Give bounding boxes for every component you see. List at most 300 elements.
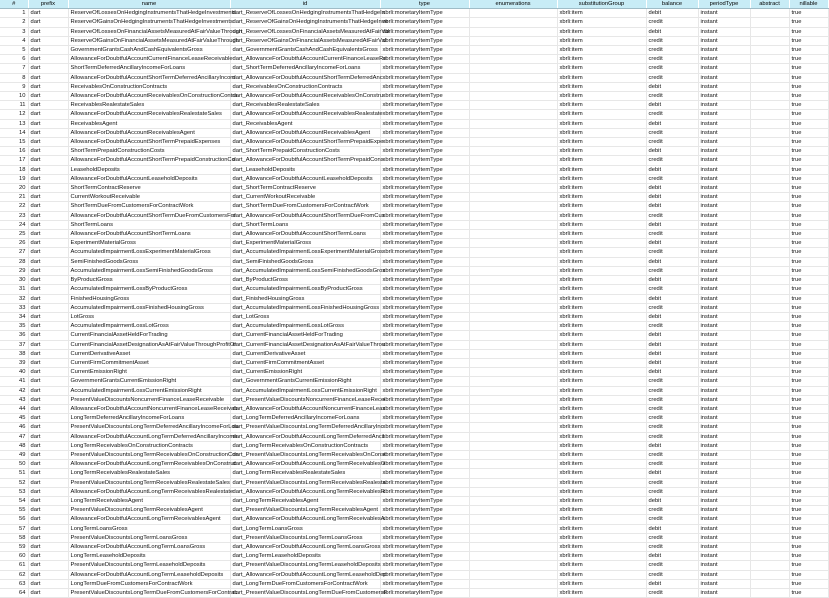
cell-type: xbrli:monetaryItemType	[380, 239, 469, 248]
cell-abstract	[750, 184, 789, 193]
cell-id: dart_PresentValueDiscountsLongTermReceivablesAgent	[230, 506, 380, 515]
table-row[interactable]	[0, 404, 828, 413]
table-body	[0, 9, 828, 598]
cell-period-type: instant	[698, 64, 750, 73]
cell-enumerations	[469, 248, 557, 257]
table-row[interactable]	[0, 340, 828, 349]
table-row[interactable]	[0, 542, 828, 551]
cell-nillable: true	[789, 524, 828, 533]
cell-balance: debit	[646, 239, 698, 248]
cell-row-number: 41	[0, 377, 28, 386]
cell-period-type: instant	[698, 9, 750, 18]
cell-name: AccumulatedImpairmentLossExperimentMaterialGross	[68, 248, 230, 257]
cell-nillable: true	[789, 322, 828, 331]
cell-period-type: instant	[698, 248, 750, 257]
cell-row-number: 26	[0, 239, 28, 248]
cell-substitution-group: xbrli:item	[557, 331, 646, 340]
cell-type: xbrli:monetaryItemType	[380, 294, 469, 303]
cell-balance: credit	[646, 211, 698, 220]
cell-nillable: true	[789, 174, 828, 183]
cell-prefix: dart	[28, 230, 68, 239]
cell-balance: debit	[646, 552, 698, 561]
column-header-name[interactable]: name	[68, 0, 230, 9]
cell-name: LongTermDeferredAncillaryIncomeForLoans	[68, 414, 230, 423]
column-header-balance[interactable]: balance	[646, 0, 698, 9]
cell-substitution-group: xbrli:item	[557, 18, 646, 27]
cell-period-type: instant	[698, 184, 750, 193]
table-row[interactable]	[0, 533, 828, 542]
cell-period-type: instant	[698, 552, 750, 561]
cell-abstract	[750, 276, 789, 285]
cell-enumerations	[469, 441, 557, 450]
cell-name: AllowanceForDoubtfulAccountLongTermReceivablesAgent	[68, 515, 230, 524]
cell-type: xbrli:monetaryItemType	[380, 128, 469, 137]
table-row[interactable]	[0, 441, 828, 450]
table-row[interactable]	[0, 303, 828, 312]
cell-row-number: 11	[0, 101, 28, 110]
cell-prefix: dart	[28, 377, 68, 386]
cell-id: dart_CurrentEmissionRight	[230, 368, 380, 377]
cell-id: dart_PresentValueDiscountsLongTermReceivablesOnConst	[230, 450, 380, 459]
cell-type: xbrli:monetaryItemType	[380, 533, 469, 542]
cell-row-number: 1	[0, 9, 28, 18]
cell-balance: credit	[646, 404, 698, 413]
cell-row-number: 61	[0, 561, 28, 570]
cell-type: xbrli:monetaryItemType	[380, 9, 469, 18]
cell-name: CurrentWorkoutReceivable	[68, 193, 230, 202]
table-row[interactable]	[0, 368, 828, 377]
cell-prefix: dart	[28, 92, 68, 101]
table-row[interactable]	[0, 395, 828, 404]
cell-substitution-group: xbrli:item	[557, 101, 646, 110]
cell-abstract	[750, 64, 789, 73]
cell-enumerations	[469, 110, 557, 119]
cell-name: LongTermReceivablesAgent	[68, 496, 230, 505]
cell-type: xbrli:monetaryItemType	[380, 506, 469, 515]
cell-nillable: true	[789, 73, 828, 82]
cell-abstract	[750, 36, 789, 45]
cell-row-number: 19	[0, 174, 28, 183]
cell-id: dart_AllowanceForDoubtfulAccountNoncurrentFinanceLeas	[230, 404, 380, 413]
cell-name: PresentValueDiscountsNoncurrentFinanceLeaseReceivable	[68, 395, 230, 404]
cell-nillable: true	[789, 128, 828, 137]
table-row[interactable]	[0, 257, 828, 266]
cell-substitution-group: xbrli:item	[557, 248, 646, 257]
cell-nillable: true	[789, 487, 828, 496]
cell-prefix: dart	[28, 542, 68, 551]
cell-enumerations	[469, 331, 557, 340]
table-row[interactable]	[0, 552, 828, 561]
cell-balance: credit	[646, 506, 698, 515]
column-header-prefix[interactable]: prefix	[28, 0, 68, 9]
cell-balance: credit	[646, 303, 698, 312]
table-row[interactable]	[0, 561, 828, 570]
table-row[interactable]	[0, 174, 828, 183]
cell-abstract	[750, 92, 789, 101]
cell-balance: debit	[646, 165, 698, 174]
table-row[interactable]	[0, 128, 828, 137]
table-row[interactable]	[0, 285, 828, 294]
table-row[interactable]	[0, 64, 828, 73]
table-row[interactable]	[0, 266, 828, 275]
cell-row-number: 48	[0, 441, 28, 450]
table-row[interactable]	[0, 82, 828, 91]
cell-prefix: dart	[28, 533, 68, 542]
cell-id: dart_PresentValueDiscountsLongTermReceivablesRealesta	[230, 478, 380, 487]
cell-id: dart_ShortTermPrepaidConstructionCosts	[230, 147, 380, 156]
cell-type: xbrli:monetaryItemType	[380, 64, 469, 73]
cell-nillable: true	[789, 211, 828, 220]
table-row[interactable]	[0, 358, 828, 367]
table-row[interactable]	[0, 589, 828, 598]
cell-type: xbrli:monetaryItemType	[380, 404, 469, 413]
cell-name: ReceivablesRealestateSales	[68, 101, 230, 110]
table-row[interactable]	[0, 524, 828, 533]
cell-period-type: instant	[698, 266, 750, 275]
cell-type: xbrli:monetaryItemType	[380, 349, 469, 358]
cell-substitution-group: xbrli:item	[557, 266, 646, 275]
cell-enumerations	[469, 377, 557, 386]
cell-balance: credit	[646, 423, 698, 432]
cell-enumerations	[469, 432, 557, 441]
table-row[interactable]	[0, 46, 828, 55]
cell-substitution-group: xbrli:item	[557, 322, 646, 331]
table-row[interactable]	[0, 27, 828, 36]
cell-substitution-group: xbrli:item	[557, 340, 646, 349]
cell-period-type: instant	[698, 193, 750, 202]
table-row[interactable]	[0, 294, 828, 303]
cell-substitution-group: xbrli:item	[557, 533, 646, 542]
cell-period-type: instant	[698, 239, 750, 248]
cell-id: dart_LongTermReceivablesAgent	[230, 496, 380, 505]
table-row[interactable]	[0, 487, 828, 496]
cell-substitution-group: xbrli:item	[557, 73, 646, 82]
cell-type: xbrli:monetaryItemType	[380, 193, 469, 202]
cell-enumerations	[469, 138, 557, 147]
cell-enumerations	[469, 257, 557, 266]
cell-id: dart_ShortTermLoans	[230, 220, 380, 229]
table-row[interactable]	[0, 147, 828, 156]
cell-nillable: true	[789, 92, 828, 101]
cell-abstract	[750, 561, 789, 570]
cell-nillable: true	[789, 377, 828, 386]
cell-nillable: true	[789, 331, 828, 340]
cell-balance: credit	[646, 395, 698, 404]
cell-name: AllowanceForDoubtfulAccountCurrentFinanceLeaseReceivable	[68, 55, 230, 64]
cell-row-number: 28	[0, 257, 28, 266]
cell-id: dart_CurrentFirmCommitmentAsset	[230, 358, 380, 367]
cell-balance: debit	[646, 82, 698, 91]
table-row[interactable]	[0, 211, 828, 220]
cell-balance: debit	[646, 193, 698, 202]
table-row[interactable]	[0, 570, 828, 579]
cell-prefix: dart	[28, 285, 68, 294]
cell-substitution-group: xbrli:item	[557, 358, 646, 367]
column-header-substitution-group[interactable]: substitutionGroup	[557, 0, 646, 9]
cell-id: dart_ShortTermDueFromCustomersForContractWork	[230, 202, 380, 211]
cell-row-number: 9	[0, 82, 28, 91]
cell-substitution-group: xbrli:item	[557, 128, 646, 137]
cell-row-number: 44	[0, 404, 28, 413]
cell-nillable: true	[789, 64, 828, 73]
cell-substitution-group: xbrli:item	[557, 303, 646, 312]
cell-nillable: true	[789, 312, 828, 321]
cell-name: AllowanceForDoubtfulAccountShortTermLoans	[68, 230, 230, 239]
cell-name: GovernmentGrantsCashAndCashEquivalentsGross	[68, 46, 230, 55]
cell-balance: debit	[646, 469, 698, 478]
cell-type: xbrli:monetaryItemType	[380, 156, 469, 165]
cell-prefix: dart	[28, 101, 68, 110]
table-row[interactable]	[0, 92, 828, 101]
table-row[interactable]	[0, 110, 828, 119]
cell-enumerations	[469, 487, 557, 496]
column-header-enumerations[interactable]: enumerations	[469, 0, 557, 9]
cell-abstract	[750, 322, 789, 331]
cell-name: ReceivablesAgent	[68, 119, 230, 128]
cell-nillable: true	[789, 147, 828, 156]
cell-nillable: true	[789, 36, 828, 45]
cell-balance: debit	[646, 184, 698, 193]
cell-balance: debit	[646, 368, 698, 377]
cell-period-type: instant	[698, 506, 750, 515]
cell-period-type: instant	[698, 404, 750, 413]
cell-enumerations	[469, 303, 557, 312]
cell-nillable: true	[789, 542, 828, 551]
table-row[interactable]	[0, 193, 828, 202]
cell-balance: credit	[646, 450, 698, 459]
cell-prefix: dart	[28, 18, 68, 27]
table-row[interactable]	[0, 18, 828, 27]
cell-row-number: 57	[0, 524, 28, 533]
table-row[interactable]	[0, 230, 828, 239]
cell-type: xbrli:monetaryItemType	[380, 147, 469, 156]
table-row[interactable]	[0, 248, 828, 257]
cell-type: xbrli:monetaryItemType	[380, 312, 469, 321]
column-header-type[interactable]: type	[380, 0, 469, 9]
cell-abstract	[750, 110, 789, 119]
table-row[interactable]	[0, 414, 828, 423]
cell-nillable: true	[789, 552, 828, 561]
table-row[interactable]	[0, 165, 828, 174]
table-row[interactable]	[0, 377, 828, 386]
cell-nillable: true	[789, 110, 828, 119]
cell-type: xbrli:monetaryItemType	[380, 496, 469, 505]
table-row[interactable]	[0, 478, 828, 487]
cell-abstract	[750, 570, 789, 579]
cell-enumerations	[469, 193, 557, 202]
cell-abstract	[750, 46, 789, 55]
cell-period-type: instant	[698, 18, 750, 27]
cell-period-type: instant	[698, 469, 750, 478]
cell-prefix: dart	[28, 312, 68, 321]
cell-balance: debit	[646, 294, 698, 303]
cell-substitution-group: xbrli:item	[557, 36, 646, 45]
cell-id: dart_AllowanceForDoubtfulAccountLongTermLeaseholdDep	[230, 570, 380, 579]
cell-period-type: instant	[698, 589, 750, 598]
cell-row-number: 35	[0, 322, 28, 331]
cell-balance: credit	[646, 92, 698, 101]
table-row[interactable]	[0, 322, 828, 331]
table-row[interactable]	[0, 312, 828, 321]
cell-abstract	[750, 193, 789, 202]
cell-type: xbrli:monetaryItemType	[380, 542, 469, 551]
cell-id: dart_PresentValueDiscountsLongTermLoansGross	[230, 533, 380, 542]
cell-substitution-group: xbrli:item	[557, 92, 646, 101]
cell-id: dart_AllowanceForDoubtfulAccountLongTermLoansGross	[230, 542, 380, 551]
column-header-row-number[interactable]: #	[0, 0, 28, 9]
table-row[interactable]	[0, 202, 828, 211]
cell-period-type: instant	[698, 478, 750, 487]
cell-period-type: instant	[698, 423, 750, 432]
column-header-id[interactable]: id	[230, 0, 380, 9]
cell-name: AllowanceForDoubtfulAccountLongTermLoansGross	[68, 542, 230, 551]
cell-nillable: true	[789, 423, 828, 432]
table-row[interactable]	[0, 460, 828, 469]
cell-abstract	[750, 174, 789, 183]
table-row[interactable]	[0, 73, 828, 82]
cell-name: AllowanceForDoubtfulAccountShortTermPrepaidConstructionCo	[68, 156, 230, 165]
table-row[interactable]	[0, 579, 828, 588]
cell-substitution-group: xbrli:item	[557, 579, 646, 588]
table-row[interactable]	[0, 9, 828, 18]
cell-enumerations	[469, 266, 557, 275]
cell-id: dart_CurrentWorkoutReceivable	[230, 193, 380, 202]
cell-balance: debit	[646, 202, 698, 211]
cell-abstract	[750, 542, 789, 551]
table-row[interactable]	[0, 276, 828, 285]
cell-id: dart_AllowanceForDoubtfulAccountReceivablesOnConstru	[230, 92, 380, 101]
cell-abstract	[750, 395, 789, 404]
cell-id: dart_AllowanceForDoubtfulAccountReceivablesAgent	[230, 128, 380, 137]
cell-nillable: true	[789, 184, 828, 193]
cell-abstract	[750, 156, 789, 165]
table-row[interactable]	[0, 432, 828, 441]
cell-abstract	[750, 312, 789, 321]
cell-type: xbrli:monetaryItemType	[380, 230, 469, 239]
cell-name: AllowanceForDoubtfulAccountNoncurrentFinanceLeaseReceivab	[68, 404, 230, 413]
table-row[interactable]	[0, 386, 828, 395]
table-row[interactable]	[0, 469, 828, 478]
cell-enumerations	[469, 386, 557, 395]
cell-name: AllowanceForDoubtfulAccountShortTermDeferredAncillaryIncom	[68, 73, 230, 82]
cell-row-number: 5	[0, 46, 28, 55]
table-row[interactable]	[0, 119, 828, 128]
cell-enumerations	[469, 101, 557, 110]
cell-abstract	[750, 377, 789, 386]
cell-type: xbrli:monetaryItemType	[380, 386, 469, 395]
cell-abstract	[750, 202, 789, 211]
cell-prefix: dart	[28, 340, 68, 349]
cell-enumerations	[469, 395, 557, 404]
table-row[interactable]	[0, 450, 828, 459]
cell-substitution-group: xbrli:item	[557, 110, 646, 119]
cell-substitution-group: xbrli:item	[557, 202, 646, 211]
cell-id: dart_ExperimentMaterialGross	[230, 239, 380, 248]
cell-abstract	[750, 552, 789, 561]
cell-substitution-group: xbrli:item	[557, 147, 646, 156]
cell-substitution-group: xbrli:item	[557, 193, 646, 202]
cell-period-type: instant	[698, 36, 750, 45]
cell-type: xbrli:monetaryItemType	[380, 46, 469, 55]
table-row[interactable]	[0, 423, 828, 432]
table-row[interactable]	[0, 349, 828, 358]
cell-name: AccumulatedImpairmentLossLotGross	[68, 322, 230, 331]
cell-prefix: dart	[28, 496, 68, 505]
table-row[interactable]	[0, 331, 828, 340]
cell-type: xbrli:monetaryItemType	[380, 257, 469, 266]
cell-row-number: 37	[0, 340, 28, 349]
cell-enumerations	[469, 285, 557, 294]
cell-row-number: 24	[0, 220, 28, 229]
cell-prefix: dart	[28, 552, 68, 561]
table-row[interactable]	[0, 36, 828, 45]
cell-name: SemiFinishedGoodsGross	[68, 257, 230, 266]
table-row[interactable]	[0, 496, 828, 505]
cell-period-type: instant	[698, 294, 750, 303]
cell-id: dart_SemiFinishedGoodsGross	[230, 257, 380, 266]
cell-period-type: instant	[698, 432, 750, 441]
cell-enumerations	[469, 64, 557, 73]
cell-nillable: true	[789, 441, 828, 450]
cell-period-type: instant	[698, 395, 750, 404]
cell-name: CurrentFinancialAssetHeldForTrading	[68, 331, 230, 340]
cell-enumerations	[469, 340, 557, 349]
table-row[interactable]	[0, 239, 828, 248]
table-row[interactable]	[0, 184, 828, 193]
cell-type: xbrli:monetaryItemType	[380, 469, 469, 478]
cell-period-type: instant	[698, 82, 750, 91]
cell-row-number: 53	[0, 487, 28, 496]
cell-type: xbrli:monetaryItemType	[380, 303, 469, 312]
cell-prefix: dart	[28, 128, 68, 137]
cell-id: dart_PresentValueDiscountsLongTermDueFromCustomersF	[230, 589, 380, 598]
cell-type: xbrli:monetaryItemType	[380, 441, 469, 450]
table-row[interactable]	[0, 515, 828, 524]
cell-name: CurrentFirmCommitmentAsset	[68, 358, 230, 367]
cell-abstract	[750, 220, 789, 229]
table-row[interactable]	[0, 138, 828, 147]
table-row[interactable]	[0, 156, 828, 165]
cell-name: ShortTermContractReserve	[68, 184, 230, 193]
cell-balance: debit	[646, 579, 698, 588]
cell-substitution-group: xbrli:item	[557, 138, 646, 147]
column-header-nillable[interactable]: nillable	[789, 0, 828, 9]
cell-period-type: instant	[698, 156, 750, 165]
cell-id: dart_AccumulatedImpairmentLossFinishedHousingGross	[230, 303, 380, 312]
cell-prefix: dart	[28, 220, 68, 229]
column-header-abstract[interactable]: abstract	[750, 0, 789, 9]
cell-abstract	[750, 404, 789, 413]
cell-id: dart_AllowanceForDoubtfulAccountLeaseholdDeposits	[230, 174, 380, 183]
cell-nillable: true	[789, 303, 828, 312]
cell-prefix: dart	[28, 202, 68, 211]
table-row[interactable]	[0, 55, 828, 64]
cell-row-number: 50	[0, 460, 28, 469]
cell-id: dart_CurrentFinancialAssetHeldForTrading	[230, 331, 380, 340]
table-row[interactable]	[0, 506, 828, 515]
cell-prefix: dart	[28, 119, 68, 128]
cell-row-number: 58	[0, 533, 28, 542]
cell-enumerations	[469, 55, 557, 64]
cell-nillable: true	[789, 239, 828, 248]
cell-balance: credit	[646, 55, 698, 64]
table-row[interactable]	[0, 220, 828, 229]
cell-nillable: true	[789, 506, 828, 515]
cell-enumerations	[469, 414, 557, 423]
table-row[interactable]	[0, 101, 828, 110]
column-header-period-type[interactable]: periodType	[698, 0, 750, 9]
cell-balance: credit	[646, 414, 698, 423]
